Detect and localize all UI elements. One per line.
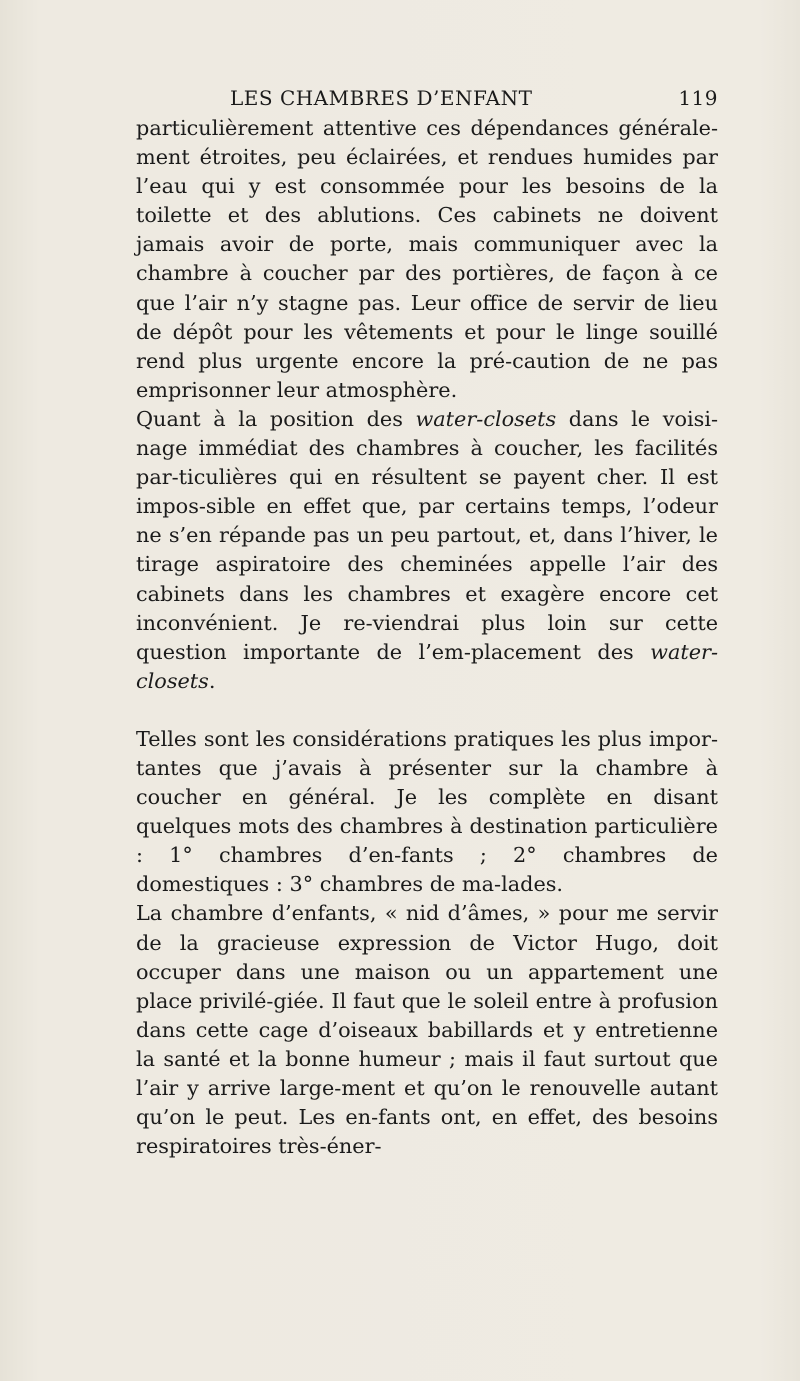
italic-term: water-closets xyxy=(415,406,557,431)
text-run: particulièrement attentive ces dépendances générale-ment étroites, peu éclairées, et rendues humides par l’eau qui y est consommée pour les besoins de la toilette et des ablutions. Ces cabinets ne doivent jamais avoir de porte, mais communiquer avec la chambre à coucher par des portières, de façon à ce que l’air n’y stagne pas. Leur office de servir de lieu de dépôt pour les vêtements et pour le linge souillé rend plus urgente encore la pré-caution de ne pas emprisonner leur atmosphère. xyxy=(136,116,718,402)
paragraph xyxy=(136,899,718,1161)
paragraph-gap xyxy=(136,696,718,725)
running-head: LES CHAMBRES D’ENFANT xyxy=(230,86,533,110)
text-run: La chambre d’enfants, « nid d’âmes, » pour me servir de la gracieuse expression de Victor Hugo, doit occuper dans une maison ou un appartement une place privilé-giée. Il faut que le soleil entre à profusion dans cette cage d’oiseaux babillards et y entretienne la santé et la bonne humeur ; mais il faut surtout que l’air y arrive large-ment et qu’on le renouvelle autant qu’on le peut. Les en-fants ont, en effet, des besoins respiratoires très-éner- xyxy=(136,901,718,1159)
paragraph xyxy=(136,405,718,696)
body-text xyxy=(136,114,718,1161)
text-run: Quant à la position des xyxy=(136,406,416,431)
paragraph xyxy=(136,114,718,405)
page-header xyxy=(136,86,718,116)
text-run: . xyxy=(208,668,216,693)
text-run: Telles sont les considérations pratiques les plus impor-tantes que j’avais à présenter sur la chambre à coucher en général. Je les complète en disant quelques mots des chambres à destination particulière : 1° chambres d’en-fants ; 2° chambres de domestiques : 3° chambres de ma-lades. xyxy=(136,726,718,897)
text-run: dans le voisi-nage immédiat des chambres à coucher, les facilités par-ticulières qui en résultent se payent cher. Il est impos-sible en effet que, par certains temps, l’odeur ne s’en répande pas un peu partout, et, dans l’hiver, le tirage aspiratoire des cheminées appelle l’air des cabinets dans les chambres et exagère encore cet inconvénient. Je re-viendrai plus loin sur cette question importante de l’em-placement des xyxy=(136,406,718,664)
italic-term: water-closets xyxy=(136,639,718,693)
paragraph xyxy=(136,725,718,900)
page-number: 119 xyxy=(678,86,718,110)
